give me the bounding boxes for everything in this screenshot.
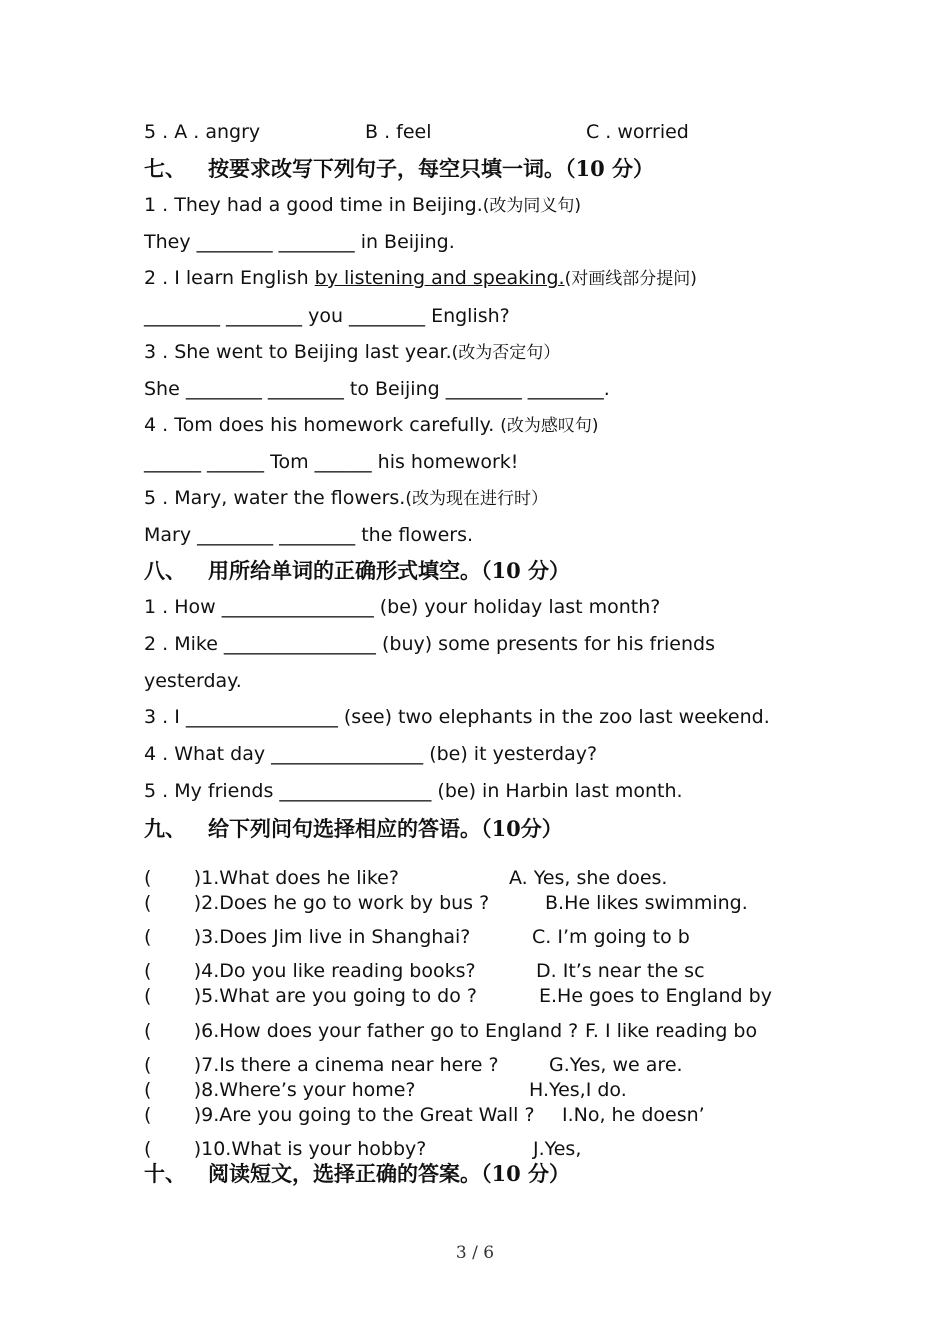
s9-a7: G.Yes, we are. — [549, 1054, 683, 1076]
q6-5-option-c: C . worried — [586, 121, 689, 143]
s7-q2: 2 . I learn English by listening and speaking.(对画线部分提问) — [144, 267, 697, 289]
s8-q2-cont: yesterday. — [144, 670, 242, 692]
s8-q5: 5 . My friends ________________ (be) in Harbin last month. — [144, 780, 683, 802]
section-10-title: 阅读短文，选择正确的答案。（10 分） — [208, 1161, 571, 1186]
s9-q5: ( )5.What are you going to do ? — [144, 985, 477, 1007]
section-7-number: 七、 — [144, 156, 186, 181]
section-9-heading — [144, 816, 563, 842]
section-7-heading — [144, 156, 654, 182]
s9-a8: H.Yes,I do. — [529, 1079, 627, 1101]
s8-q3: 3 . I ________________ (see) two elephants in the zoo last weekend. — [144, 706, 770, 728]
s9-a1: A. Yes, she does. — [509, 867, 668, 889]
s9-a4: D. It’s near the sc — [536, 960, 705, 982]
s9-q3: ( )3.Does Jim live in Shanghai? — [144, 926, 471, 948]
s9-q10: ( )10.What is your hobby? — [144, 1138, 427, 1160]
s9-q8: ( )8.Where’s your home? — [144, 1079, 416, 1101]
section-9-title: 给下列问句选择相应的答语。（10分） — [208, 816, 563, 841]
s9-a2: B.He likes swimming. — [545, 892, 748, 914]
s7-q1: 1 . They had a good time in Beijing.(改为同义句) — [144, 194, 581, 216]
s9-q6: ( )6.How does your father go to England ? — [144, 1020, 579, 1042]
section-8-number: 八、 — [144, 558, 186, 583]
s9-q4: ( )4.Do you like reading books? — [144, 960, 476, 982]
page-number: 3 / 6 — [455, 1243, 495, 1263]
s8-q4: 4 . What day ________________ (be) it yesterday? — [144, 743, 598, 765]
section-10-heading — [144, 1161, 570, 1187]
s9-q2: ( )2.Does he go to work by bus ? — [144, 892, 490, 914]
s7-a1: They ________ ________ in Beijing. — [144, 231, 455, 253]
s7-q3: 3 . She went to Beijing last year.(改为否定句） — [144, 341, 561, 363]
s7-a2: ________ ________ you ________ English? — [144, 305, 510, 327]
s9-q7: ( )7.Is there a cinema near here ? — [144, 1054, 499, 1076]
section-9-number: 九、 — [144, 816, 186, 841]
section-10-number: 十、 — [144, 1161, 186, 1186]
underlined-phrase: by listening and speaking. — [314, 267, 565, 289]
s9-a9: I.No, he doesn’ — [562, 1104, 705, 1126]
s7-a5: Mary ________ ________ the flowers. — [144, 524, 474, 546]
s7-q5: 5 . Mary, water the flowers.(改为现在进行时） — [144, 487, 548, 509]
s8-q2: 2 . Mike ________________ (buy) some presents for his friends — [144, 633, 716, 655]
s9-a5: E.He goes to England by — [539, 985, 772, 1007]
section-8-title: 用所给单词的正确形式填空。（10 分） — [208, 558, 571, 583]
s9-a6: F. I like reading bo — [585, 1020, 758, 1042]
s9-q9: ( )9.Are you going to the Great Wall ? — [144, 1104, 535, 1126]
s8-q1: 1 . How ________________ (be) your holiday last month? — [144, 596, 661, 618]
s9-q1: ( )1.What does he like? — [144, 867, 399, 889]
section-8-heading — [144, 558, 570, 584]
q6-5-option-a: 5 . A . angry — [144, 121, 261, 143]
s7-a3: She ________ ________ to Beijing ________ ________. — [144, 378, 610, 400]
section-7-title: 按要求改写下列句子，每空只填一词。（10 分） — [208, 156, 655, 181]
s7-q4: 4 . Tom does his homework carefully. (改为感叹句) — [144, 414, 599, 436]
s7-a4: ______ ______ Tom ______ his homework! — [144, 451, 519, 473]
q6-5-option-b: B . feel — [365, 121, 432, 143]
s9-a10: J.Yes, — [533, 1138, 582, 1160]
s9-a3: C. I’m going to b — [532, 926, 690, 948]
